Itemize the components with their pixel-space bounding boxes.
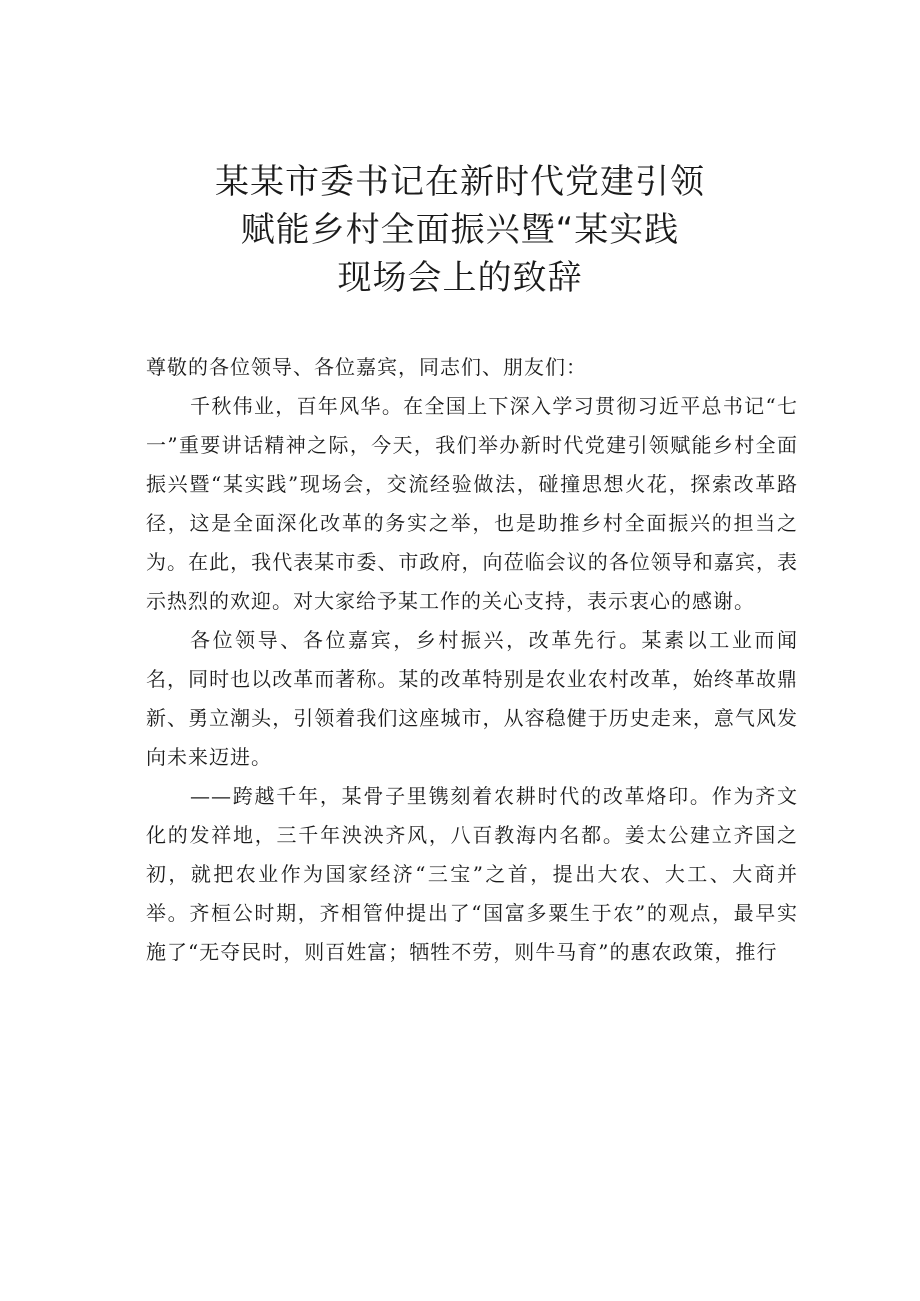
document-title <box>0 158 920 302</box>
paragraph-2: 各位领导、各位嘉宾，乡村振兴，改革先行。某素以工业而闻名，同时也以改革而著称。某的改革特别是农业农村改革，始终革故鼎新、勇立潮头，引领着我们这座城市，从容稳健于历史走来，意气风发向未来迈进。 <box>146 628 798 769</box>
document-body <box>146 348 798 972</box>
paragraph-1: 千秋伟业，百年风华。在全国上下深入学习贯彻习近平总书记“七一”重要讲话精神之际，今天，我们举办新时代党建引领赋能乡村全面振兴暨“某实践”现场会，交流经验做法，碰撞思想火花，探索改革路径，这是全面深化改革的务实之举，也是助推乡村全面振兴的担当之为。在此，我代表某市委、市政府，向莅临会议的各位领导和嘉宾，表示热烈的欢迎。对大家给予某工作的关心支持，表示衷心的感谢。 <box>146 394 798 613</box>
salutation: 尊敬的各位领导、各位嘉宾，同志们、朋友们： <box>146 355 587 379</box>
title-line-1: 某某市委书记在新时代党建引领 <box>215 162 705 202</box>
title-line-2: 赋能乡村全面振兴暨“某实践 <box>240 210 680 250</box>
paragraph-3: ——跨越千年，某骨子里镌刻着农耕时代的改革烙印。作为齐文化的发祥地，三千年泱泱齐风，八百教海内名都。姜太公建立齐国之初，就把农业作为国家经济“三宝”之首，提出大农、大工、大商并举。齐桓公时期，齐相管仲提出了“国富多粟生于农”的观点，最早实施了“无夺民时，则百姓富；牺牲不劳，则牛马育”的惠农政策，推行 <box>146 784 798 964</box>
title-line-3: 现场会上的致辞 <box>337 258 583 298</box>
